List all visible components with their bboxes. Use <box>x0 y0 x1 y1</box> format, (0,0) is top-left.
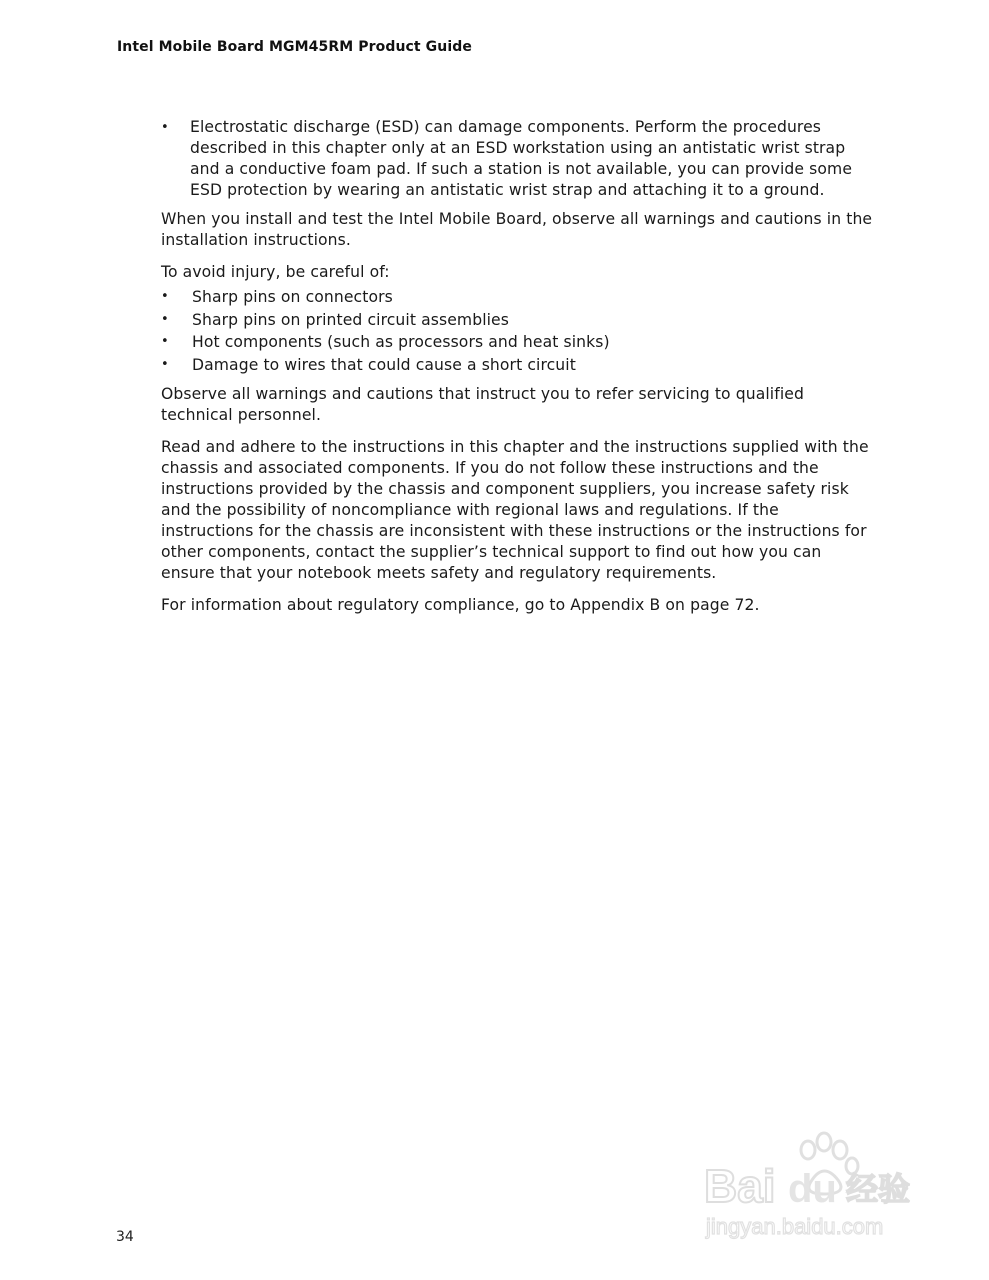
injury-list <box>161 286 873 376</box>
avoid-injury-paragraph: To avoid injury, be careful of: <box>161 263 390 281</box>
list-item-text: Sharp pins on printed circuit assemblies <box>192 310 509 329</box>
list-item-text: Hot components (such as processors and heat sinks) <box>192 333 610 351</box>
watermark-du-text: du <box>788 1167 837 1211</box>
esd-bullet-item <box>161 117 873 201</box>
bullet-icon: • <box>161 311 169 327</box>
bullet-icon: • <box>161 120 169 135</box>
page-content <box>161 117 873 627</box>
bullet-icon: • <box>161 356 169 372</box>
bullet-icon: • <box>161 289 169 304</box>
baidu-watermark-logo <box>700 1128 940 1248</box>
observe-paragraph: Observe all warnings and cautions that instruct you to refer servicing to qualified technical personnel. <box>161 385 804 424</box>
regulatory-paragraph: For information about regulatory compliance, go to Appendix B on page 72. <box>161 596 760 614</box>
page-header-title: Intel Mobile Board MGM45RM Product Guide <box>117 39 472 55</box>
read-adhere-paragraph: Read and adhere to the instructions in this chapter and the instructions supplied with the chassis and associated components. If you do not follow these instructions and the instructions provided by the chassis and component suppliers, you increase safety risk and the possibility of noncompliance with regional laws and regulations. If the instructions for the chassis are inconsistent with these instructions or the instructions for other components, contact the supplier’s technical support to find out how you can ensure that your notebook meets safety and regulatory requirements. <box>161 438 869 582</box>
esd-bullet-text: Electrostatic discharge (ESD) can damage components. Perform the procedures described in this chapter only at an ESD workstation using an antistatic wrist strap and a conductive foam pad. If such a station is not available, you can provide some ESD protection by wearing an antistatic wrist strap and attaching it to a ground. <box>190 118 853 199</box>
page-number: 34 <box>116 1229 134 1245</box>
watermark-jingyan-text: 经验 <box>846 1170 911 1208</box>
list-item <box>161 309 873 332</box>
list-item-text: Damage to wires that could cause a short circuit <box>192 355 576 374</box>
bullet-icon: • <box>161 334 169 349</box>
esd-bullet-list <box>161 117 873 201</box>
list-item <box>161 331 873 354</box>
list-item <box>161 354 873 377</box>
list-item <box>161 286 873 309</box>
watermark-brand-text: Bai <box>704 1160 776 1212</box>
install-paragraph: When you install and test the Intel Mobile Board, observe all warnings and cautions in the installation instructions. <box>161 210 873 249</box>
watermark-url-text: jingyan.baidu.com <box>706 1214 884 1239</box>
list-item-text: Sharp pins on connectors <box>192 288 393 306</box>
